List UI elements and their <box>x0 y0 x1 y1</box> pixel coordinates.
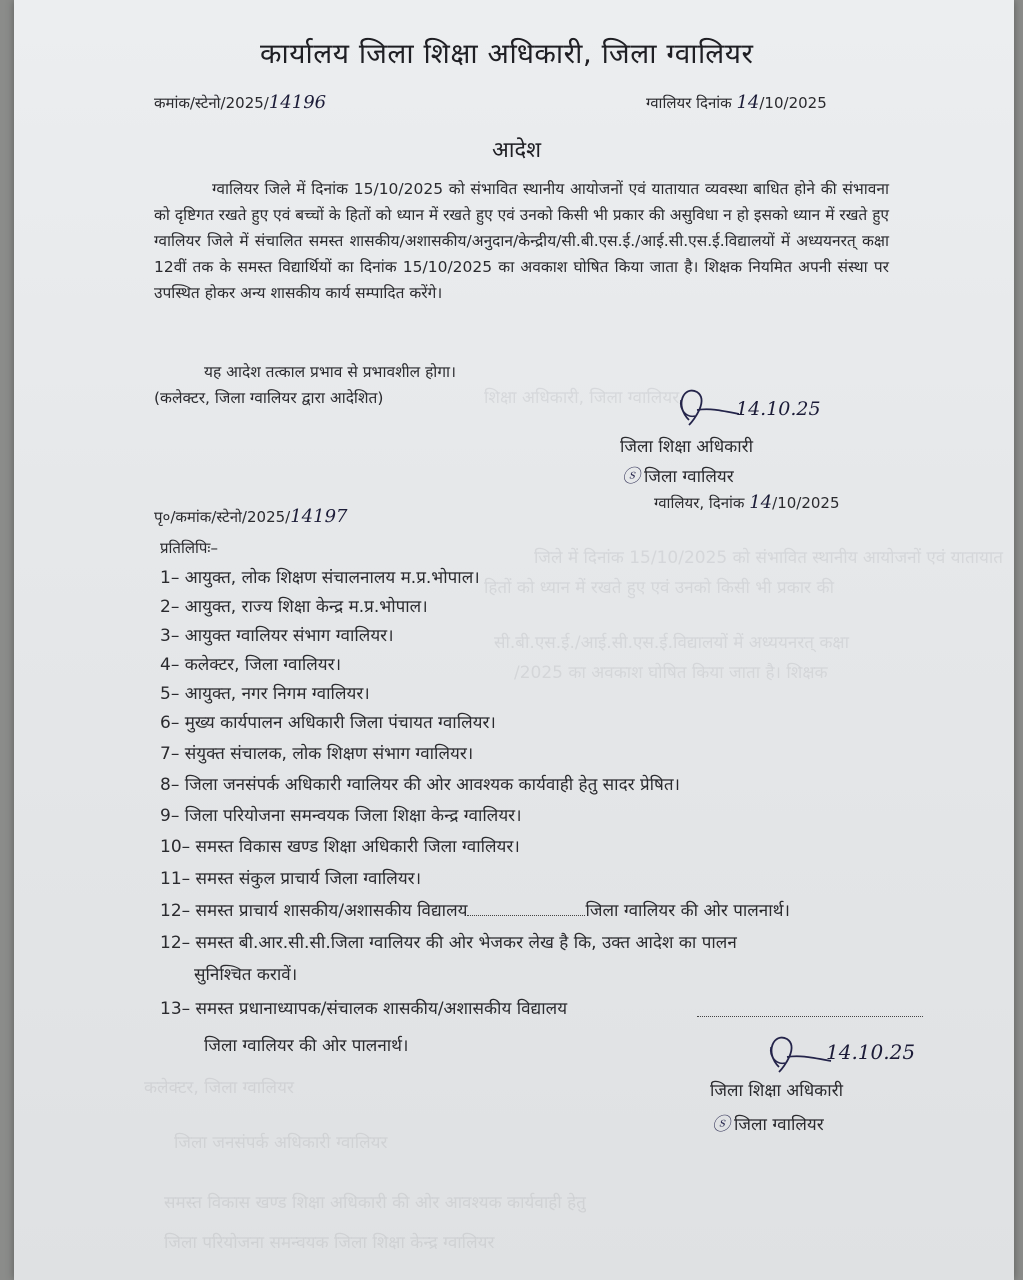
copy-reference-number: 14197 <box>290 506 348 527</box>
initial-mark-icon: ⓢ <box>622 466 640 487</box>
copy-list-item-12b-continued: सुनिश्चित करावें। <box>194 965 298 985</box>
copy-list-item: 1– आयुक्त, लोक शिक्षण संचालनालय म.प्र.भोपाल। <box>160 568 480 588</box>
copy-date-prefix: ग्वालियर, दिनांक <box>654 494 745 512</box>
copy-list-item-12b: 12– समस्त बी.आर.सी.सी.जिला ग्वालियर की ओर भेजकर लेख है कि, उक्त आदेश का पालन <box>160 933 737 953</box>
copy-reference-prefix: पृ०/कमांक/स्टेनो/2025/ <box>154 508 291 526</box>
copy-list-item: 2– आयुक्त, राज्य शिक्षा केन्द्र म.प्र.भोपाल। <box>160 597 428 617</box>
collector-line: (कलेक्टर, जिला ग्वालियर द्वारा आदेशित) <box>154 389 384 407</box>
copy-list-item: 9– जिला परियोजना समन्वयक जिला शिक्षा केन्द्र ग्वालियर। <box>160 806 522 826</box>
signatory-district: जिला ग्वालियर <box>734 1115 824 1135</box>
copy-list-item-12a <box>160 898 790 921</box>
signatory-designation: जिला शिक्षा अधिकारी <box>620 437 753 457</box>
bleed-through-text: जिला परियोजना समन्वयक जिला शिक्षा केन्द्र ग्वालियर <box>164 1233 495 1253</box>
copy-list-item: 4– कलेक्टर, जिला ग्वालियर। <box>160 655 342 675</box>
copy-list-item-13 <box>160 996 567 1019</box>
copy-list-item: 7– संयुक्त संचालक, लोक शिक्षण संभाग ग्वालियर। <box>160 744 474 764</box>
bleed-through-text: जिले में दिनांक 15/10/2025 को संभावित स्थानीय आयोजनों एवं यातायात <box>534 548 1003 568</box>
signature-date: 14.10.25 <box>826 1040 916 1064</box>
office-title: कार्यालय जिला शिक्षा अधिकारी, जिला ग्वालियर <box>260 37 754 70</box>
order-heading: आदेश <box>492 138 542 163</box>
bleed-through-text: हितों को ध्यान में रखते हुए एवं उनको किसी भी प्रकार की <box>484 578 834 598</box>
signature-date: 14.10.25 <box>736 398 821 420</box>
copy-12a-text: 12– समस्त प्राचार्य शासकीय/अशासकीय विद्यालय <box>160 901 468 921</box>
effect-line: यह आदेश तत्काल प्रभाव से प्रभावशील होगा। <box>204 363 456 381</box>
order-reference <box>154 92 326 113</box>
signatory-designation: जिला शिक्षा अधिकारी <box>710 1081 843 1101</box>
bleed-through-text: जिला जनसंपर्क अधिकारी ग्वालियर <box>174 1133 388 1153</box>
document-page <box>14 0 1014 1280</box>
copy-list-item: 11– समस्त संकुल प्राचार्य जिला ग्वालियर। <box>160 869 422 889</box>
signatory-district: जिला ग्वालियर <box>644 467 734 487</box>
order-reference-prefix: कमांक/स्टेनो/2025/ <box>154 94 269 112</box>
copy-date <box>654 492 840 513</box>
initial-mark-icon: ⓢ <box>712 1114 730 1135</box>
copy-list-item: 3– आयुक्त ग्वालियर संभाग ग्वालियर। <box>160 626 394 646</box>
copy-date-day: 14 <box>749 492 773 513</box>
bleed-through-text: शिक्षा अधिकारी, जिला ग्वालियर <box>484 388 680 408</box>
order-date-day: 14 <box>736 92 760 113</box>
copy-12a-suffix: जिला ग्वालियर की ओर पालनार्थ। <box>585 901 790 921</box>
copy-list-item: 8– जिला जनसंपर्क अधिकारी ग्वालियर की ओर आवश्यक कार्यवाही हेतु सादर प्रेषित। <box>160 775 680 795</box>
bleed-through-text: कलेक्टर, जिला ग्वालियर <box>144 1078 294 1098</box>
bleed-through-text: /2025 का अवकाश घोषित किया जाता है। शिक्षक <box>514 663 828 683</box>
copy-label: प्रतिलिपिः– <box>160 539 218 557</box>
copy-list-item-13-continued: जिला ग्वालियर की ओर पालनार्थ। <box>204 1036 409 1056</box>
copy-list-item: 10– समस्त विकास खण्ड शिक्षा अधिकारी जिला ग्वालियर। <box>160 837 520 857</box>
copy-list-item: 6– मुख्य कार्यपालन अधिकारी जिला पंचायत ग्वालियर। <box>160 713 496 733</box>
bleed-through-text: सी.बी.एस.ई./आई.सी.एस.ई.विद्यालयों में अध्ययनरत् कक्षा <box>494 633 850 653</box>
copy-list-item: 5– आयुक्त, नगर निगम ग्वालियर। <box>160 684 370 704</box>
order-reference-number: 14196 <box>268 92 327 113</box>
copy-date-suffix: /10/2025 <box>772 494 840 512</box>
order-paragraph: ग्वालियर जिले में दिनांक 15/10/2025 को संभावित स्थानीय आयोजनों एवं यातायात व्यवस्था बाधित होने की संभावना को दृष्टिगत रखते हुए एवं बच्चों के हितों को ध्यान में रखते हुए एवं उनको किसी भी प्रकार की असुविधा न हो इसको ध्यान में रखते हुए ग्वालियर जिले में संचालित समस्त शासकीय/अशासकीय/अनुदान/केन्द्रीय/सी.बी.एस.ई./आई.सी.एस.ई.विद्यालयों में अध्ययनरत् कक्षा 12वीं तक के समस्त विद्यार्थियों का दिनांक 15/10/2025 का अवकाश घोषित किया जाता है। शिक्षक नियमित अपनी संस्था पर उपस्थित होकर अन्य शासकीय कार्य सम्पादित करेंगे। <box>154 180 889 302</box>
fill-in-dotted-line <box>697 1004 923 1017</box>
copy-13-text: 13– समस्त प्रधानाध्यापक/संचालक शासकीय/अशासकीय विद्यालय <box>160 999 568 1019</box>
copy-reference <box>154 506 347 527</box>
order-date <box>646 92 827 113</box>
order-date-suffix: /10/2025 <box>759 94 827 112</box>
order-date-prefix: ग्वालियर दिनांक <box>646 94 732 112</box>
bleed-through-text: समस्त विकास खण्ड शिक्षा अधिकारी की ओर आवश्यक कार्यवाही हेतु <box>164 1193 586 1213</box>
fill-in-dotted-line <box>467 915 585 916</box>
